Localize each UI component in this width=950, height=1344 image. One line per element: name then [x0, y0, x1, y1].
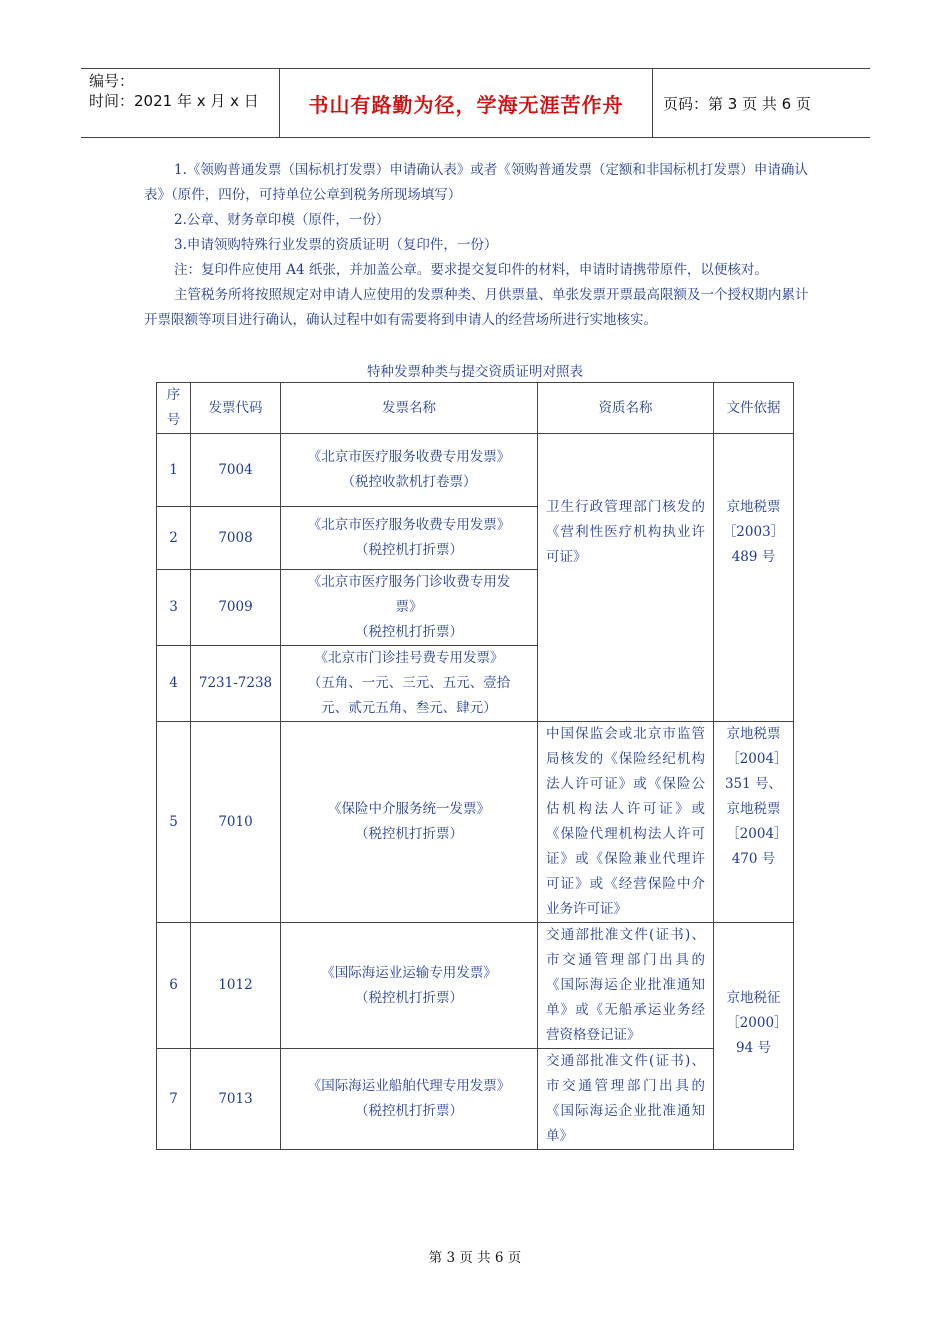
invoice-name: 《北京市门诊挂号费专用发票》: [314, 650, 504, 666]
row-seq: 2: [157, 507, 191, 570]
table-row: [157, 722, 794, 923]
row-name: [281, 507, 538, 570]
table-header-row: [157, 383, 794, 434]
table-row: [157, 923, 794, 1049]
row-seq: 4: [157, 646, 191, 722]
invoice-name: 《北京市医疗服务门诊收费专用发票》: [307, 574, 511, 615]
header-name: 发票名称: [281, 383, 538, 434]
row-seq: 3: [157, 570, 191, 646]
document-time: 时间：2021 年 x 月 x 日: [89, 92, 259, 110]
table-row: [157, 1049, 794, 1150]
paragraph-item-2: 2.公章、财务章印模（原件，一份）: [174, 212, 390, 228]
qualification-medical: 卫生行政管理部门核发的《营利性医疗机构执业许可证》: [538, 434, 714, 722]
header-seq: 序号: [157, 383, 191, 434]
row-seq: 7: [157, 1049, 191, 1150]
row-code: 7004: [191, 434, 281, 507]
invoice-name: 《北京市医疗服务收费专用发票》: [307, 517, 511, 533]
row-code: 7013: [191, 1049, 281, 1150]
qualification-shipping-transport: 交通部批准文件(证书)、市交通管理部门出具的《国际海运企业批准通知单》或《无船承运业务经营资格登记证》: [538, 923, 714, 1049]
invoice-name: 《国际海运业船舶代理专用发票》: [307, 1078, 511, 1094]
header-code: 发票代码: [191, 383, 281, 434]
row-code: 7231-7238: [191, 646, 281, 722]
row-name: [281, 1049, 538, 1150]
invoice-name: 《保险中介服务统一发票》: [328, 801, 490, 817]
basis-shipping: 京地税征［2000］94 号: [714, 923, 794, 1150]
page-footer: 第 3 页 共 6 页: [428, 1250, 522, 1266]
row-seq: 5: [157, 722, 191, 923]
invoice-type: （税控机打折票）: [355, 989, 463, 1006]
qualification-insurance: 中国保监会或北京市监管局核发的《保险经纪机构法人许可证》或《保险公估机构法人许可证》或《保险代理机构法人许可证》或《保险兼业代理许可证》或《经营保险中介业务许可证》: [538, 722, 714, 923]
row-name: [281, 570, 538, 646]
page-header: [81, 68, 870, 138]
invoice-name: 《国际海运业运输专用发票》: [321, 964, 497, 981]
header-meta: [81, 69, 280, 137]
row-name: [281, 722, 538, 923]
invoice-type: （税控机打折票）: [355, 1103, 463, 1119]
header-basis: 文件依据: [714, 383, 794, 434]
header-motto: 书山有路勤为径，学海无涯苦作舟: [280, 69, 653, 137]
row-code: 7008: [191, 507, 281, 570]
row-code: 7010: [191, 722, 281, 923]
row-name: [281, 434, 538, 507]
invoice-type: （五角、一元、三元、五元、壹拾元、贰元五角、叁元、肆元）: [307, 675, 511, 716]
header-qual: 资质名称: [538, 383, 714, 434]
row-seq: 1: [157, 434, 191, 507]
invoice-qualification-table: [156, 382, 794, 1150]
header-page-code: 页码：第 3 页 共 6 页: [663, 94, 811, 113]
invoice-type: （税控机打折票）: [355, 624, 463, 640]
row-seq: 6: [157, 923, 191, 1049]
row-code: 7009: [191, 570, 281, 646]
table-row: [157, 434, 794, 507]
paragraph-item-3: 3.申请领购特殊行业发票的资质证明（复印件，一份）: [174, 237, 498, 253]
basis-insurance: 京地税票［2004］351 号、京地税票［2004］470 号: [714, 722, 794, 923]
invoice-type: （税控机打折票）: [355, 542, 463, 558]
invoice-type: （税控机打折票）: [355, 826, 463, 842]
row-code: 1012: [191, 923, 281, 1049]
paragraph-note: 注：复印件应使用 A4 纸张，并加盖公章。要求提交复印件的材料，申请时请携带原件，以便核对。: [174, 262, 768, 278]
basis-medical: 京地税票［2003］489 号: [714, 434, 794, 722]
invoice-name: 《北京市医疗服务收费专用发票》: [307, 449, 511, 465]
paragraph-confirmation: 主管税务所将按照规定对申请人应使用的发票种类、月供票量、单张发票开票最高限额及一个授权期内累计开票限额等项目进行确认，确认过程中如有需要将到申请人的经营场所进行实地核实。: [144, 287, 809, 328]
qualification-shipping-agency: 交通部批准文件(证书)、市交通管理部门出具的《国际海运企业批准通知单》: [538, 1049, 714, 1150]
row-name: [281, 646, 538, 722]
row-name: [281, 923, 538, 1049]
document-number-label: 编号：: [89, 72, 135, 90]
invoice-type: （税控收款机打卷票）: [341, 474, 477, 490]
table-title: 特种发票种类与提交资质证明对照表: [367, 364, 583, 380]
paragraph-item-1: 1.《领购普通发票（国标机打发票）申请确认表》或者《领购普通发票（定额和非国标机打发票）申请确认表》（原件，四份，可持单位公章到税务所现场填写）: [144, 162, 808, 203]
